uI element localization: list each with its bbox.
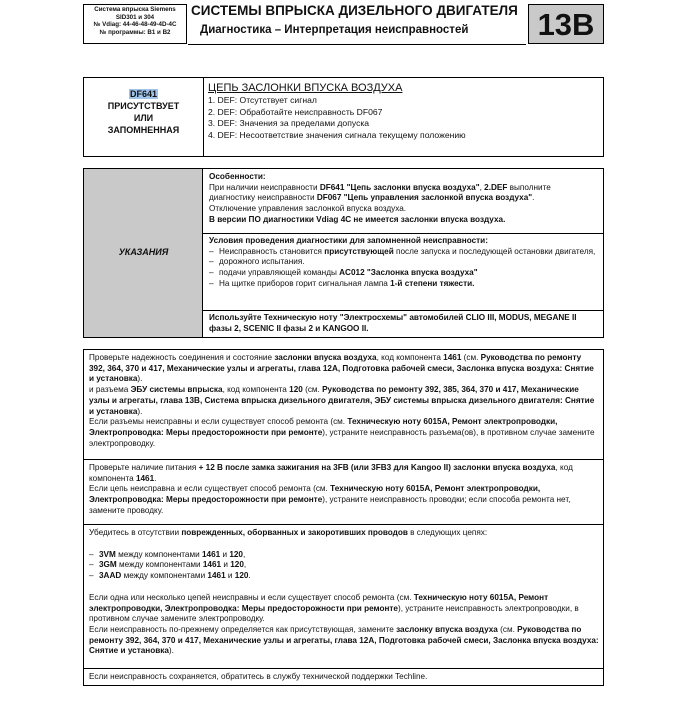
text: 3GM [99, 560, 117, 570]
text: заслонку впуска воздуха [396, 624, 498, 634]
list-item [89, 560, 599, 571]
row-divider [84, 524, 603, 525]
fault-description [208, 81, 598, 141]
text: Проверьте наличие питания [89, 463, 199, 472]
procedure-table [83, 349, 604, 686]
system-info-box [83, 4, 187, 44]
text: При наличии неисправности [209, 182, 320, 192]
status-line: ИЛИ [133, 113, 154, 123]
procedure-step-4 [89, 672, 599, 683]
fault-item: 3. DEF: Значения за пределами допуска [208, 118, 370, 128]
text: Техническую ноту 6015A, Ремонт электропроводки, Электропроводка: Меры предосторожности при ремонте [89, 417, 558, 437]
text: и [220, 549, 230, 559]
text: (см. [302, 385, 323, 395]
list-item: – дорожного испытания. [209, 257, 599, 268]
text: На щитке приборов горит сигнальная лампа [219, 278, 391, 288]
text: , [243, 560, 247, 570]
column-divider [203, 78, 204, 156]
features-heading: Особенности: [209, 172, 266, 181]
text: Отключение управления заслонкой впуска воздуха. [209, 204, 407, 214]
text: . [248, 571, 251, 581]
info-line: SID301 и 304 [115, 13, 155, 21]
page-subtitle: Диагностика – Интерпретация неисправностей [200, 24, 469, 36]
text: 3AAD [99, 571, 122, 581]
text: 1461 [201, 549, 221, 559]
text: Неисправность становится [219, 246, 325, 256]
text: (см. [461, 353, 481, 362]
notes-table [83, 168, 604, 338]
info-line: № Vdiag: 44-46-48-49-4D-4C [93, 21, 177, 29]
text: присутствующей [324, 246, 394, 256]
text: 1461 [207, 571, 226, 581]
text: и [225, 571, 235, 581]
text: 120 [234, 571, 249, 581]
text: Если разъемы неисправны и если существует способ ремонта (см. [89, 417, 348, 427]
text: ), устраните неисправность разъема(ов), в противном случае замените электропроводку. [89, 427, 595, 448]
text: и разъема [89, 385, 131, 395]
procedure-step-3 [89, 528, 599, 657]
row-divider [203, 310, 603, 311]
text: Если неисправность по-прежнему определяется как присутствующая, замените [89, 624, 397, 634]
text: заслонки впуска воздуха [274, 353, 377, 362]
fault-code[interactable]: DF641 [129, 89, 157, 99]
text: поврежденных, оборванных и закоротивших проводов [181, 528, 408, 537]
text: Техническую ноту 6015A, Ремонт электропроводки, Электропроводка: Меры предосторожности при ремонте [89, 484, 541, 505]
text: Используйте Техническую ноту "Электросхемы" автомобилей CLIO III, MODUS, MEGANE II фазы 2, SCENIC II фазы 2 и KANGOO II. [209, 313, 577, 333]
text: Руководства по ремонту 392, 385, 364, 370 и 417, Механические узлы и агрегаты, глава 13B, Система впрыска дизельного двигателя, ЭБУ системы впрыска дизельного двигателя: Снятие и установка [89, 385, 595, 416]
list-item [209, 247, 599, 258]
text: , [242, 549, 246, 559]
text: , [479, 182, 485, 192]
text: (см. [497, 624, 518, 634]
fault-item: 2. DEF: Обработайте неисправность DF067 [208, 106, 383, 117]
text: AC012 "Заслонка впуска воздуха" [339, 268, 478, 278]
text: Если неисправность сохраняется, обратитесь в службу технической поддержки Techline. [89, 672, 428, 681]
text: Техническую ноту 6015A, Ремонт электропроводки, Электропроводка: Меры предосторожности при ремонте [89, 592, 549, 613]
text: Если одна или несколько цепей неисправны и если существует способ ремонта (см. [89, 592, 414, 602]
section-badge: 13B [528, 4, 604, 44]
text: ). [137, 374, 143, 384]
text: 3VM [99, 549, 116, 559]
text: , код компонента [376, 353, 444, 362]
text: , код компонента [222, 385, 290, 395]
text: после запуска и последующей остановки двигателя, [393, 246, 596, 256]
text: между компонентами [115, 549, 202, 559]
text: 1461 [135, 473, 155, 483]
row-divider [84, 668, 603, 669]
text: Проверьте надежность соединения и состояние [89, 353, 275, 362]
text: и [221, 560, 231, 570]
text: 1461 [202, 560, 222, 570]
header-divider [188, 44, 526, 45]
text: Если цепь неисправна и если существует способ ремонта (см. [89, 484, 331, 494]
text: ), устраните неисправность проводки; если способа ремонта нет, замените проводку. [89, 495, 571, 515]
notes-label: УКАЗАНИЯ [118, 247, 169, 257]
page-title: СИСТЕМЫ ВПРЫСКА ДИЗЕЛЬНОГО ДВИГАТЕЛЯ [191, 3, 518, 18]
row-divider [84, 459, 603, 460]
text: Убедитесь в отсутствии [89, 528, 182, 537]
text: 1461 [443, 353, 462, 362]
notes-reference [209, 313, 599, 334]
text: 120 [230, 560, 244, 570]
text: 120 [289, 385, 303, 395]
fault-table [83, 77, 604, 157]
list-item [209, 279, 599, 290]
text: . [532, 193, 535, 203]
text: Руководства по ремонту 392, 364, 370 и 417, Механические узлы и агрегаты, глава 12A, Подготовка рабочей смеси, Заслонка впуска воздуха: Снятие и установка [89, 624, 599, 656]
text: выполните диагностику неисправности [209, 182, 551, 203]
text: между компонентами [121, 571, 208, 581]
text: DF067 "Цепь управления заслонкой впуска воздуха" [316, 193, 533, 203]
text: DF641 "Цепь заслонки впуска воздуха" [319, 182, 480, 192]
list-item [89, 571, 599, 582]
text: В версии ПО диагностики Vdiag 4C не имеется заслонки впуска воздуха. [209, 214, 506, 224]
fault-status-cell [84, 88, 203, 136]
list-item [209, 268, 599, 279]
text: между компонентами [116, 560, 203, 570]
notes-conditions [209, 236, 599, 290]
procedure-step-1 [89, 353, 599, 449]
text: подачи управляющей команды [219, 268, 340, 278]
status-line: ПРИСУТСТВУЕТ [107, 101, 180, 111]
info-line: Система впрыска Siemens [94, 6, 176, 13]
conditions-heading: Условия проведения диагностики для запомненной неисправности: [209, 236, 488, 245]
notes-features [209, 172, 599, 226]
text: . [154, 473, 157, 483]
text: Руководства по ремонту 392, 364, 370 и 417, Механические узлы и агрегаты, глава 12A, Подготовка рабочей смеси, Заслонка впуска воздуха: Снятие и установка [89, 353, 594, 384]
row-divider [203, 233, 603, 234]
status-line: ЗАПОМНЕННАЯ [107, 125, 180, 135]
fault-item: 4. DEF: Несоответствие значения сигнала текущему положению [208, 129, 466, 140]
text: , код компонента [89, 463, 573, 483]
text: + 12 В после замка зажигания на 3FB (или 3FB3 для Kangoo II) заслонки впуска воздуха [198, 463, 556, 472]
text: в следующих цепях: [407, 528, 488, 537]
fault-title: ЦЕПЬ ЗАСЛОНКИ ВПУСКА ВОЗДУХА [208, 82, 403, 94]
text: ЭБУ системы впрыска [130, 385, 223, 395]
text: 120 [229, 549, 243, 559]
text: ). [168, 646, 174, 656]
text: 2.DEF [484, 182, 508, 192]
procedure-step-2 [89, 463, 599, 517]
text: ). [137, 406, 143, 416]
info-line: № программы: B1 и B2 [99, 28, 171, 36]
text: ), устраните неисправность электропроводки, в противном случае замените электропроводку. [89, 603, 579, 624]
list-item [89, 550, 599, 561]
fault-item: 1. DEF: Отсутствует сигнал [208, 95, 317, 105]
text: 1-й степени тяжести. [390, 278, 475, 288]
